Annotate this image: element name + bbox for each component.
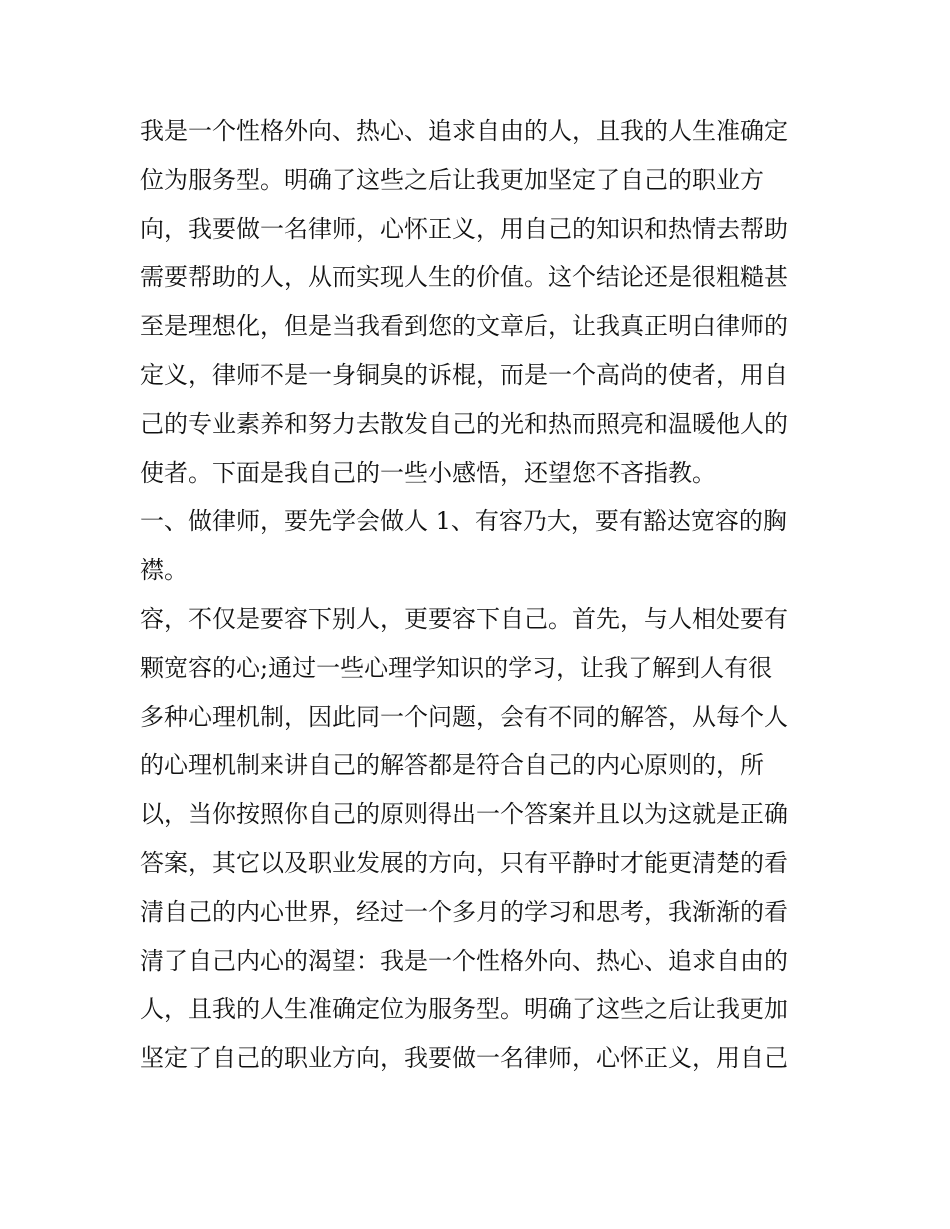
text-line: 位为服务型。明确了这些之后让我更加坚定了自己的职业方 bbox=[140, 165, 764, 194]
text-line: 颗宽容的心;通过一些心理学知识的学习，让我了解到人有很 bbox=[140, 653, 773, 682]
text-line: 至是理想化，但是当我看到您的文章后，让我真正明白律师的 bbox=[140, 312, 788, 341]
text-line: 需要帮助的人，从而实现人生的价值。这个结论还是很粗糙甚 bbox=[140, 263, 788, 292]
text-line: 我是一个性格外向、热心、追求自由的人，且我的人生准确定 bbox=[140, 117, 788, 145]
text-line: 的心理机制来讲自己的解答都是符合自己的内心原则的，所 bbox=[140, 751, 764, 780]
text-line: 使者。下面是我自己的一些小感悟，还望您不吝指教。 bbox=[140, 458, 716, 487]
text-line: 答案，其它以及职业发展的方向，只有平静时才能更清楚的看 bbox=[140, 848, 788, 877]
document-body bbox=[140, 107, 820, 1083]
text-line: 清了自己内心的渴望：我是一个性格外向、热心、追求自由的 bbox=[140, 946, 788, 975]
text-line: 容，不仅是要容下别人，更要容下自己。首先，与人相处要有 bbox=[140, 604, 788, 633]
text-line: 坚定了自己的职业方向，我要做一名律师，心怀正义，用自己 bbox=[140, 1044, 788, 1073]
section-heading-line: 一、做律师，要先学会做人 1、有容乃大，要有豁达宽容的胸 bbox=[140, 507, 787, 536]
text-line: 己的专业素养和努力去散发自己的光和热而照亮和温暖他人的 bbox=[140, 409, 788, 438]
text-line: 向，我要做一名律师，心怀正义，用自己的知识和热情去帮助 bbox=[140, 214, 788, 243]
text-line: 定义，律师不是一身铜臭的诉棍，而是一个高尚的使者，用自 bbox=[140, 360, 788, 389]
text-line: 襟。 bbox=[140, 556, 188, 585]
text-line: 清自己的内心世界，经过一个多月的学习和思考，我渐渐的看 bbox=[140, 897, 788, 926]
text-line: 多种心理机制，因此同一个问题，会有不同的解答，从每个人 bbox=[140, 702, 788, 731]
text-line: 以，当你按照你自己的原则得出一个答案并且以为这就是正确 bbox=[140, 800, 788, 829]
text-line: 人，且我的人生准确定位为服务型。明确了这些之后让我更加 bbox=[140, 995, 788, 1024]
